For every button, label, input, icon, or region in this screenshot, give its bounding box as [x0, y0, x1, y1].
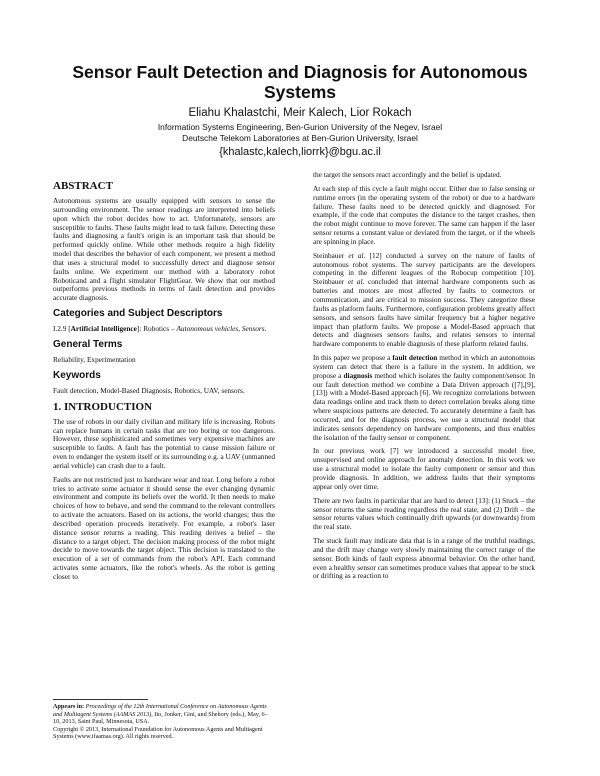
footnote — [53, 703, 275, 741]
category-label: Artificial Intelligence — [70, 324, 137, 334]
bold-term: diagnosis — [343, 370, 373, 380]
right-paragraph-7: The stuck fault may indicate data that is in a range of the truthful readings, and the drift may change very slowly maintaining the correct range of the sensor. Both kinds of fault express abnormal behavior. On the other hand, even a healthy sensor can sometimes produce values that appear to be stuck or drifting as a reaction to — [313, 536, 535, 581]
right-paragraph-2: At each step of this cycle a fault might occur. Either due to false sensing or runtime errors (in the operating system of the robot) or due to a hardware failure. These faults need to be detected quickly and diagnosed. For example, if the code that computes the distance to the target crashes, then the robot might continue to move forever. The same can happen if the laser sensor returns a constant value or deviated from the target, or if the wheels are spinning in place. — [313, 183, 535, 246]
footnote-editors: , Ito, Jonker, Gini, and Shehory (eds.), May, 6–10, 2013, Saint Paul, Minnesota, USA. — [53, 710, 268, 726]
keywords-text: Fault detection, Model-Based Diagnosis, Robotics, UAV, sensors. — [53, 385, 245, 395]
right-paragraph-6: There are two faults in particular that are hard to detect [13]: (1) Stuck – the sensor returns the same reading regardless the real state, and (2) Drift – the sensor returns values which continually drift upwards (or downwards) from the real state. — [313, 495, 535, 532]
affiliation-1: Information Systems Engineering, Ben-Gurion University of the Negev, Israel — [157, 122, 443, 132]
category-code: I.2.9 [ — [53, 324, 71, 334]
footnote-copyright: Copyright © 2013, International Foundation for Autonomous Agents and Multiagent Systems (www.ifaamas.org). All rights reserved. — [53, 725, 263, 741]
affiliation-2: Deutsche Telekom Laboratories at Ben-Gurion University, Israel — [182, 133, 418, 143]
author-list: Eliahu Khalastchi, Meir Kalech, Lior Rokach — [188, 107, 412, 119]
left-column — [53, 176, 275, 587]
category-mid: ]: Robotics – — [136, 324, 177, 334]
right-paragraph-1: the target the sensors react accordingly and the belief is updated. — [313, 170, 502, 179]
bold-term: fault detection — [392, 353, 438, 363]
et-al: et al. — [348, 250, 366, 260]
general-terms-heading: General Terms — [53, 338, 123, 350]
categories-text — [53, 325, 275, 334]
footnote-appears: Appears in: — [53, 703, 86, 710]
right-paragraph-4 — [313, 354, 535, 442]
categories-heading: Categories and Subject Descriptors — [53, 308, 223, 320]
footnote-rule — [53, 699, 148, 700]
paper-title: Sensor Fault Detection and Diagnosis for Autonomous Systems — [72, 62, 528, 102]
right-column — [313, 171, 535, 586]
right-paragraph-5: In our previous work [7] we introduced a successful model free, unsupervised and online approach for anomaly detection. In this work we use a structural model to isolate the faulty component or sensor and thus provide diagnosis. In addition, we address faults that their symptoms appear only over time. — [313, 446, 535, 491]
paragraph-text: [12] conducted a survey on the nature of faults of autonomous robot systems. The survey participants are the developers competing in the different leagues of the Robocup competition [10]. Steinbauer — [313, 250, 535, 287]
abstract-heading: ABSTRACT — [53, 180, 113, 192]
footnote-proceedings: Proceedings of the 12th International Conference on Autonomous Agents and Multiagent Systems (AAMAS 2013) — [53, 703, 267, 718]
abstract-text: Autonomous systems are usually equipped with sensors to sense the surrounding environment. The sensor readings are interpreted into beliefs upon which the robot decides how to act. Unfortunately, sensors are susceptible to faults. These faults might lead to task failure. Detecting these faults and diagnosing a fault's origin is an important task that should be performed quickly online. While other methods require a high fidelity model that describes the behavior of each component, we present a method that uses a structural model to successfully detect and diagnose sensor faults online. We experiment our method with a laboratory robot Roboticand and a flight simulator FlightGear. We show that our method outperforms previous methods in terms of fault detection and provides accurate diagnosis. — [53, 196, 275, 303]
general-terms-text: Reliability, Experimentation — [53, 354, 136, 364]
category-subject: Autonomous vehicles, Sensors. — [176, 324, 267, 334]
introduction-heading: 1. INTRODUCTION — [53, 400, 153, 413]
right-paragraph-3 — [313, 252, 535, 349]
paragraph-text: concluded that internal hardware components such as batteries and motors are most affected by faults to connectors or communication, and are critical to mission success. They categorize these faults as platform faults. Furthermore, configuration problems greatly affect sensors, and sensors faults have similar frequency but a higher negative impact than platform faults. We propose a Model-Based approach that detects and diagnoses sensors faults, and relates sensors to internal hardware components to enable diagnosis of these platform related faults. — [313, 277, 536, 349]
paragraph-text: In this paper we propose a — [313, 353, 393, 363]
cited-author: Steinbauer — [313, 250, 349, 260]
author-emails: {khalastc,kalech,liorrk}@bgu.ac.il — [219, 146, 381, 158]
intro-paragraph-1: The use of robots in our daily civilian and military life is increasing. Robots can replace humans in certain tasks that are too boring or too dangerous. However, these sophisticated and sometimes very expensive machines are susceptible to faults. A fault has the potential to cause mission failure or even to endanger the system itself or its surrounding e.g. a UAV (unmanned aerial vehicle) can crash due to a fault. — [53, 416, 275, 470]
paragraph-text: method which isolates the faulty component/sensor. In our fault detection method we combine a Data Driven approach ([7],[9],[13]) with a Model-Based approach [6]. We recognize correlations between data readings online and track them to detect correlation breaks along time where suspicious patterns are detected. To accurately determine a fault has occurred, and for the diagnosis process, we use a structural model that indicates sensors dependency on hardware components, and thus enables the isolation of the faulty sensor or component. — [313, 370, 535, 442]
intro-paragraph-2: Faults are not restricted just to hardware wear and tear. Long before a robot tries to activate some actuator it should sense the ever changing dynamic environment and compute its beliefs over the world. It then needs to make choices of how to behave, and send the command to the relevant controllers to activate the actuators. Based on its actions, the world changes; thus the described operation proceeds iteratively. For example, a robot's laser distance sensor returns a reading. This reading derives a belief – the distance to a target object. The decision making process of the robot might decide to move towards the target object. This decision is translated to the execution of a set of commands from the robot's API. Each command activates some actuators, like the robot's wheels. As the robot is getting closer to — [53, 474, 275, 581]
et-al: et al. — [347, 277, 365, 287]
paragraph-text: method in which an autonomous system can detect that there is a failure in the system. In addition, we propose a — [313, 353, 535, 380]
keywords-heading: Keywords — [53, 369, 101, 381]
